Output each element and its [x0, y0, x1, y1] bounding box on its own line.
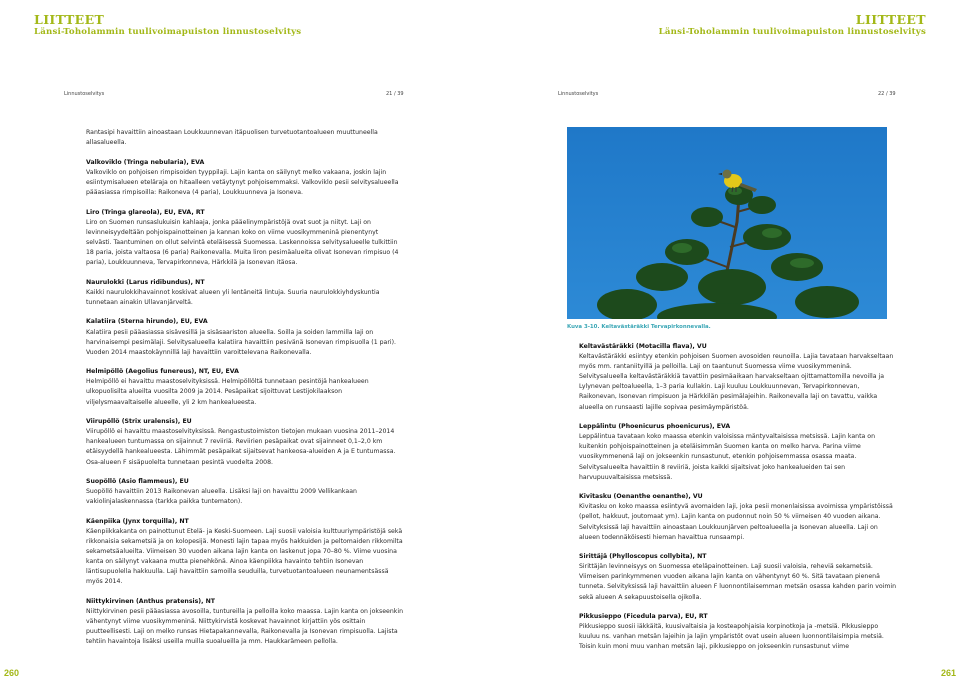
species-heading: Viirupöllö (Strix uralensis), EU — [86, 418, 192, 426]
species-heading: Naurulokki (Larus ridibundus), NT — [86, 278, 205, 286]
paragraph — [86, 128, 404, 148]
header-subtitle: Länsi-Toholammin tuulivoimapuiston linnustoselvitys — [34, 27, 302, 37]
right-page — [480, 0, 960, 687]
paragraph — [86, 477, 404, 507]
paragraph-text: Käenpiikkakanta on painottunut Etelä- ja Keski-Suomeen. Laji suosii valoisia kulttuuriympäristöjä sekä rikkonaisia sekametsiä ja on kolopesijä. Monesti lajin tapaa myös hakkuiden ja peltomaiden rikkomilta sekametsäalueilta. Viimeisen 30 vuoden aikana lajin kanta on laskenut jopa 70–80 %. Viime vuosina kanta on säilynyt vakaana mutta pienehkönä. Ainoa käenpiikka havainto tehtiin Isonevan läntisupuolella hakkuulla. Laji havaittiin samoilla seuduilla, turvetuotantoalueen neunamentsässä myös 2014. — [86, 528, 403, 586]
header-title: LIITTEET — [855, 12, 926, 27]
paragraph-text: Keltavästäräkki esiintyy etenkin pohjoisen Suomen avosoiden reunoilla. Lajia tavataan harvakseltaan myös mm. rantaniityillä ja pelloilla. Laji on taantunut Suomessa viime vuosikymmeninä. Selvitysalueella keltavästäräkkiä tavattiin pesimäaikaan harvakseltaan ojittamattomilla nevoilla ja Lylynevan peltoalueella, 1–3 paria kullakin. Laji kuuluu Loukkuunnevan, Tervapirkonnevan, Raikonevan, Isonevan rimpisuon ja Härkkilän pesimälajeihin. Raikonevalla laji on tavattu, vaikka alueella on runsaasti lajille sopivaa pesimäympäristöä. — [579, 353, 894, 411]
paragraph-text: Suopöllö havaittiin 2013 Raikonevan alueella. Lisäksi laji on havaittu 2009 Vellikankaan vakiolinjalaskennassa (tarkka paikka tuntematon). — [86, 488, 357, 506]
paragraph-text: Pikkusieppo suosii iäkkäitä, kuusivaltaisia ja kosteapohjaisia korpinotkoja ja -metsiä. Pikkusieppo kuuluu ns. vanhan metsän lajeihin ja lajin ympäristöt ovat usein alueen luonnontilaisimpia metsiä. Toisin kuin moni muu vanhan metsän laji, pikkusieppo on jokseenkin runsastunut viime — [579, 623, 884, 651]
species-heading: Liro (Tringa glareola), EU, EVA, RT — [86, 208, 205, 216]
paragraph-text: Leppälintua tavataan koko maassa etenkin valoisissa mäntyvaltaisissa metsissä. Lajin kanta on kuitenkin pohjoispainotteinen ja eteläisimmän Suomen kanta on melko harva. Parina viime vuosikymmenenä laji on jokseenkin runsastunut, etenkin pohjoisemmassa osassa maata. Selvitysalueelta havaittiin 8 reviiriä, joista kaikki sijaitsivat joko hankealueiden tai sen harvupuuvaltaisissa metsissä. — [579, 433, 875, 481]
paragraph-text: Sirittäjän levinneisyys on Suomessa eteläpainotteinen. Laji suosii valoisia, reheviä sekametsiä. Viimeisen parinkymmenen vuoden aikana lajin kanta on vähentynyt 60 %. Sitä tavataan pienenä tunneta. Selvityksissä laji havaittiin alueen F luonnontilaisemman metsän osassa kahden parin voimin sekä alueen A sekapuustoisella ojikolla. — [579, 563, 897, 601]
running-title: Linnustoselvitys — [64, 91, 105, 97]
species-heading: Käenpiika (Jynx torquilla), NT — [86, 517, 189, 525]
paragraph-text: Helmipöllö ei havaittu maastoselvityksissä. Helmipöllöltä tunnetaan pesintöjä hankealueen ulkopuolisilta alueilta vuosilta 2009 ja 2014. Pesäpaikat sijoittuvat Lestijokilaakson viljelysmaavaltaiselle alueelle, yli 2 km hankealueesta. — [86, 378, 369, 406]
paragraph — [86, 158, 404, 198]
species-heading: Kivitasku (Oenanthe oenanthe), VU — [579, 493, 703, 501]
running-page: 22 / 39 — [878, 91, 896, 97]
bird-photo — [567, 127, 887, 319]
page-number: 261 — [940, 668, 956, 678]
paragraph-text: Liro on Suomen runsaslukuisin kahlaaja, jonka pääelinympäristöjä ovat suot ja niityt. Laji on levinneisyydeltään pohjoispainotteinen ja kannan koko on viime vuosikymmeninä pienentynyt selvästi. Taantuminen on ollut selvintä eteläisessä Suomessa. Laskennoissa selvitysalueelle tulkittiin 18 paria, joista valtaosa (6 paria) Raikonevalla. Muita liron pesimäalueita olivat Isonevan rimpisuo (4 paria), Loukkuunneva, Tervapirkonneva, Härkkilä ja Isonevan itäosa. — [86, 218, 399, 267]
running-title: Linnustoselvitys — [558, 91, 599, 97]
species-heading: Leppälintu (Phoenicurus phoenicurus), EVA — [579, 423, 731, 431]
header-title: LIITTEET — [34, 12, 105, 27]
paragraph — [579, 422, 897, 483]
species-heading: Sirittäjä (Phylloscopus collybita), NT — [579, 553, 707, 561]
paragraph — [86, 597, 404, 647]
paragraph — [579, 342, 897, 413]
species-heading: Suopöllö (Asio flammeus), EU — [86, 478, 189, 486]
paragraph — [579, 612, 897, 652]
species-heading: Helmipöllö (Aegolius funereus), NT, EU, EVA — [86, 368, 239, 376]
paragraph — [579, 492, 897, 542]
header-subtitle: Länsi-Toholammin tuulivoimapuiston linnustoselvitys — [658, 27, 926, 37]
paragraph — [579, 552, 897, 602]
body-text — [86, 128, 404, 657]
species-heading: Valkoviklo (Tringa nebularia), EVA — [86, 158, 205, 166]
paragraph-text: Valkoviklo on pohjoisen rimpisoiden tyyppilaji. Lajin kanta on säilynyt melko vakaana, joskin lajin esiintymisalueen eteläraja on hitaalleen vetäytynyt pohjoisemmaksi. Valkoviklo pesii selvitysalueella pääasiassa rimpisoilla: Raikoneva (4 paria), Loukkuunneva ja Isoneva. — [86, 168, 399, 196]
paragraph — [86, 417, 404, 467]
paragraph-text: Viirupöllö ei havaittu maastoselvityksissä. Rengastustoimiston tietojen mukaan vuosina 2011–2014 hankealueen tuntumassa on sijainnut 7 reviiriä. Reviirien pesäpaikat ovat sijainneet 0,1–2,0 km etäisyydellä hankealueesta. Lähimmät pesäpaikat sijaitsevat hankeosa-alueiden A ja E tuntumassa. Osa-alueen F sisäpuolelta tunnetaan pesintä vuodelta 2008. — [86, 428, 396, 466]
photo-caption: Kuva 3-10. Keltavästäräkki Tervapirkonnevalla. — [567, 324, 711, 330]
running-page: 21 / 39 — [386, 91, 404, 97]
paragraph — [86, 517, 404, 588]
body-text — [579, 342, 897, 662]
paragraph — [86, 317, 404, 357]
paragraph — [86, 278, 404, 308]
species-heading: Pikkusieppo (Ficedula parva), EU, RT — [579, 613, 708, 621]
paragraph-text: Kaikki naurulokkihavainnot koskivat alueen yli lentäneitä lintuja. Suuria naurulokkiyhdyskuntia tunnetaan ainakin Ullavanjärveltä. — [86, 288, 380, 306]
species-heading: Niittykirvinen (Anthus pratensis), NT — [86, 598, 216, 606]
paragraph-text: Rantasipi havaittiin ainoastaan Loukkuunnevan itäpuolisen turvetuotantoalueen muuttuneella allasalueella. — [86, 129, 378, 147]
paragraph-text: Kalatiira pesii pääasiassa sisävesillä ja sisäsaariston alueella. Soilla ja soiden lammilla laji on harvinaisempi pesimälaji. Selvitysalueella kalatiira havaittiin pesivänä Isonevan rimpisuolla (1 pari). Vuoden 2014 maastokäynnillä laji havaittiin varoittelevana Raikonevalla. — [86, 328, 396, 356]
paragraph — [86, 208, 404, 269]
paragraph-text: Kivitasku on koko maassa esiintyvä avomaiden laji, joka pesii monenlaisissa avoimissa ympäristöissä (pellot, hakkuut, joutomaat ym). Lajin kanta on pudonnut noin 50 % viimeisen 40 vuoden aikana. Selvityksissä laji havaittiin ainoastaan Loukkuunjärven peltoalueella ja Isonevan alueella. Laji on alueen todennäköisesti hieman havaittua runsaampi. — [579, 503, 893, 541]
paragraph-text: Niittykirvinen pesii pääasiassa avosoilla, tuntureilla ja pelloilla koko maassa. Lajin kanta on jokseenkin vähentynyt viime vuosikymmeninä. Niittykirvistä koskevat havainnot kirjattiin yös osittain puutteellisesti. Laji on melko runsas Hietapakannevalla, Raikonevalla ja Isonevan rimpisuolla. Lajista tehtiin havaintoja lisäksi useilla muilla suoalueilla ja mm. Haukkarämeen pellolla. — [86, 608, 403, 646]
page-number: 260 — [4, 668, 20, 678]
paragraph — [86, 367, 404, 407]
species-heading: Keltavästäräkki (Motacilla flava), VU — [579, 343, 707, 350]
species-heading: Kalatiira (Sterna hirundo), EU, EVA — [86, 318, 208, 326]
